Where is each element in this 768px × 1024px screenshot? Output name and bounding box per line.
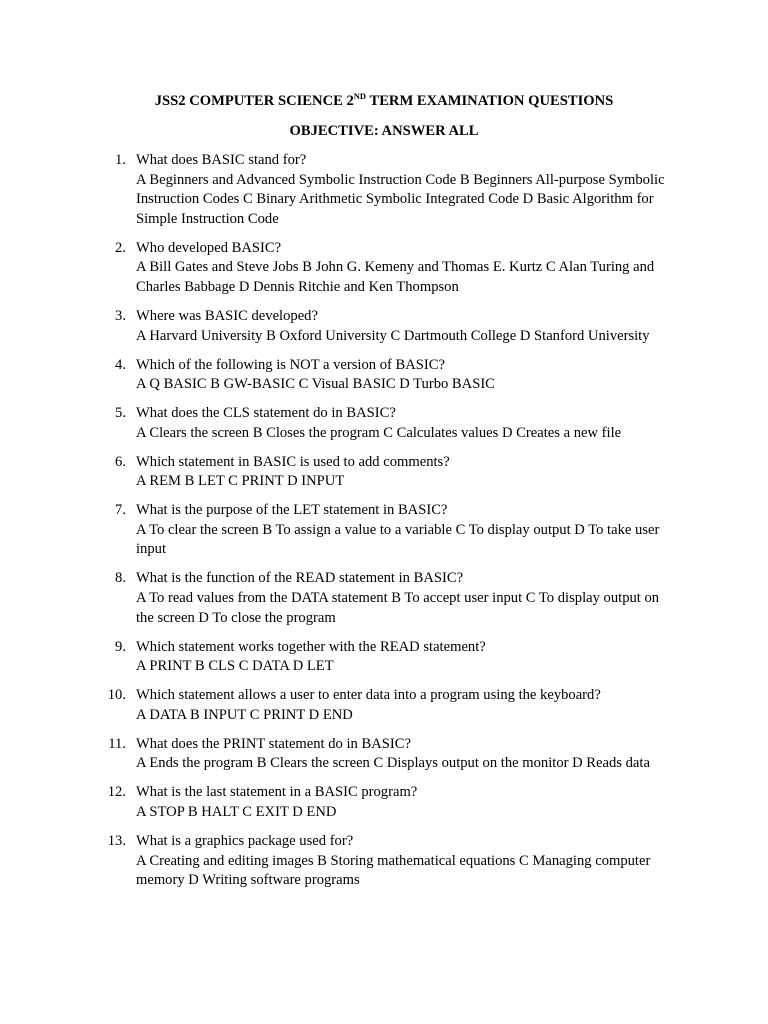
question-options: A To read values from the DATA statement B To accept user input C To display output on the screen D To close the program bbox=[136, 590, 660, 626]
question-number: 9. bbox=[115, 638, 126, 655]
question-options: A Ends the program B Clears the screen C Displays output on the monitor D Reads data bbox=[136, 755, 650, 772]
question-options: A PRINT B CLS C DATA D LET bbox=[136, 658, 334, 675]
page-subtitle: OBJECTIVE: ANSWER ALL bbox=[289, 123, 479, 139]
question-number: 5. bbox=[115, 405, 126, 422]
question-options: A To clear the screen B To assign a value to a variable C To display output D To take user input bbox=[136, 521, 660, 558]
question-number: 11. bbox=[108, 735, 126, 752]
question-item bbox=[0, 638, 680, 677]
question-options: A STOP B HALT C EXIT D END bbox=[136, 803, 337, 820]
question-item bbox=[0, 307, 680, 346]
title-main: JSS2 COMPUTER SCIENCE 2 bbox=[154, 93, 354, 109]
question-options: A Harvard University B Oxford University C Dartmouth College D Stanford University bbox=[136, 327, 650, 344]
question-number: 1. bbox=[115, 152, 126, 168]
question-text: What does the CLS statement do in BASIC? bbox=[136, 405, 396, 422]
question-options: A Q BASIC B GW-BASIC C Visual BASIC D Turbo BASIC bbox=[136, 376, 495, 393]
page-title bbox=[0, 91, 768, 111]
question-list bbox=[0, 151, 768, 900]
question-options: A Creating and editing images B Storing mathematical equations C Managing computer memory D Writing software programs bbox=[136, 852, 651, 889]
question-options: A DATA B INPUT C PRINT D END bbox=[136, 706, 353, 723]
question-item bbox=[0, 239, 680, 298]
question-item bbox=[0, 832, 680, 891]
question-item bbox=[0, 569, 680, 628]
question-text: What does BASIC stand for? bbox=[136, 152, 307, 168]
question-options: A Clears the screen B Closes the program C Calculates values D Creates a new file bbox=[136, 424, 622, 441]
question-number: 6. bbox=[115, 453, 126, 470]
question-item bbox=[0, 356, 680, 395]
question-text: What is the last statement in a BASIC program? bbox=[136, 784, 418, 801]
question-text: Which of the following is NOT a version of BASIC? bbox=[136, 356, 445, 373]
question-number: 10. bbox=[107, 687, 126, 704]
question-item bbox=[0, 151, 680, 229]
question-item bbox=[0, 404, 680, 443]
question-item bbox=[0, 501, 680, 560]
question-item bbox=[0, 783, 680, 822]
question-options: A REM B LET C PRINT D INPUT bbox=[136, 473, 345, 490]
question-text: Where was BASIC developed? bbox=[136, 307, 318, 324]
question-options: A Beginners and Advanced Symbolic Instruction Code B Beginners All-purpose Symbolic Instruction Codes C Binary Arithmetic Symbolic Integrated Code D Basic Algorithm for Simple Instruction Code bbox=[136, 171, 665, 227]
question-number: 4. bbox=[115, 356, 126, 373]
question-text: Which statement in BASIC is used to add comments? bbox=[136, 453, 450, 470]
question-item bbox=[0, 735, 680, 774]
question-text: What does the PRINT statement do in BASIC? bbox=[136, 735, 411, 752]
title-rest: TERM EXAMINATION QUESTIONS bbox=[366, 93, 614, 109]
question-number: 3. bbox=[115, 307, 126, 324]
question-number: 13. bbox=[107, 832, 126, 849]
question-text: What is the purpose of the LET statement in BASIC? bbox=[136, 502, 448, 519]
question-item bbox=[0, 453, 680, 492]
question-text: What is a graphics package used for? bbox=[136, 832, 354, 849]
question-text: Who developed BASIC? bbox=[136, 239, 282, 256]
question-options: A Bill Gates and Steve Jobs B John G. Kemeny and Thomas E. Kurtz C Alan Turing and Charles Babbage D Dennis Ritchie and Ken Thompson bbox=[136, 259, 655, 295]
question-item bbox=[0, 686, 680, 725]
question-text: Which statement works together with the READ statement? bbox=[136, 638, 486, 655]
question-number: 2. bbox=[115, 239, 126, 256]
question-number: 12. bbox=[107, 784, 126, 801]
title-superscript: ND bbox=[353, 91, 367, 101]
question-text: What is the function of the READ statement in BASIC? bbox=[136, 570, 464, 587]
question-text: Which statement allows a user to enter data into a program using the keyboard? bbox=[136, 687, 601, 704]
question-number: 8. bbox=[115, 570, 126, 587]
question-number: 7. bbox=[115, 502, 126, 519]
